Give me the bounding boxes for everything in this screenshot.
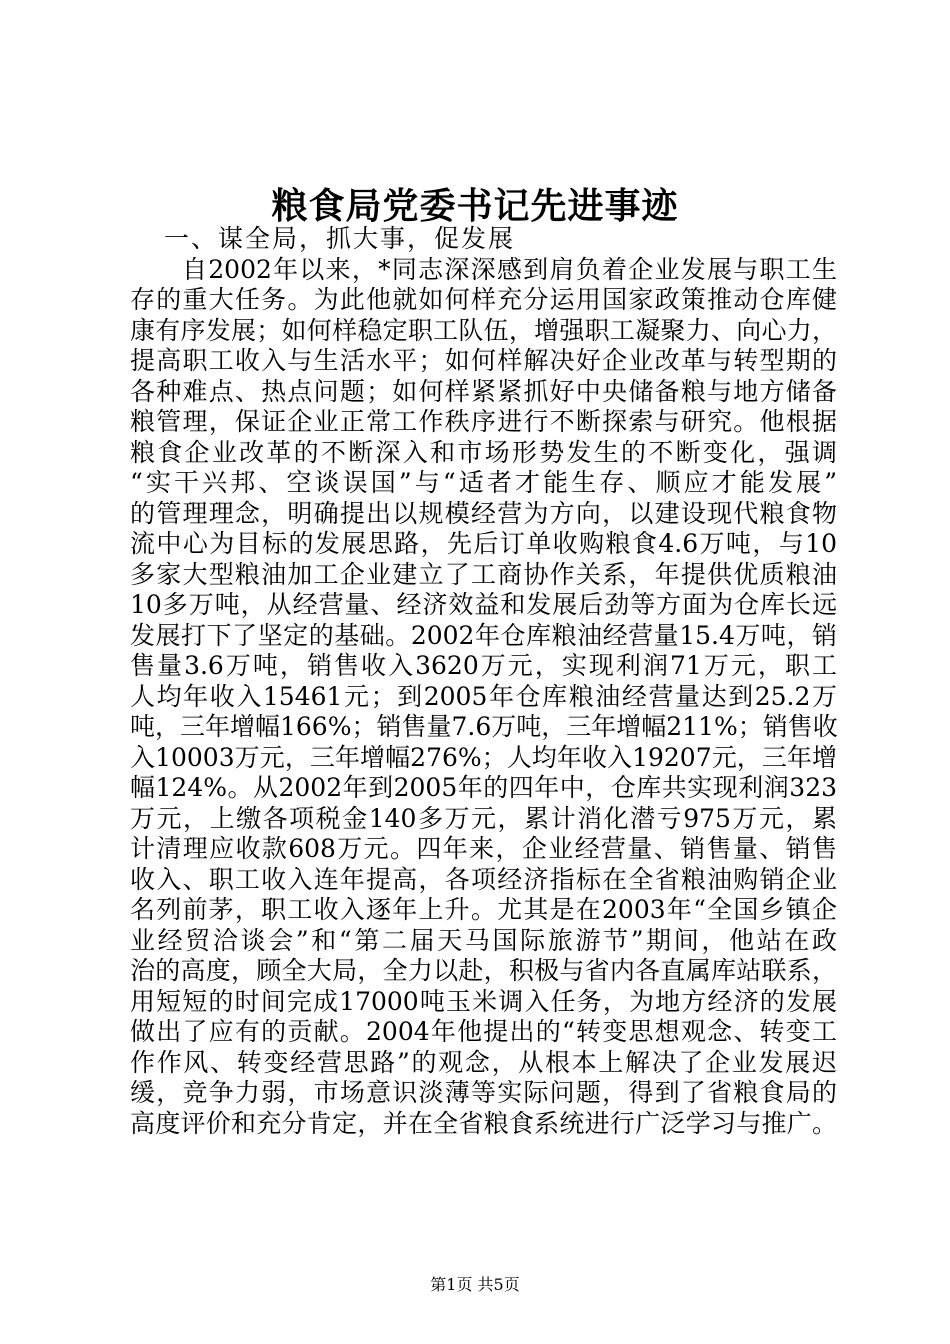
paragraph-line: 高度评价和充分肯定，并在全省粮食系统进行广泛学习与推广。 bbox=[130, 1108, 837, 1138]
paragraph-line: 售量3.6万吨，销售收入3620万元，实现利润71万元，职工 bbox=[130, 651, 837, 680]
paragraph-line: 提高职工收入与生活水平；如何样解决好企业改革与转型期的 bbox=[130, 346, 837, 375]
paragraph-line: 名列前茅，职工收入逐年上升。尤其是在2003年“全国乡镇企 bbox=[130, 895, 837, 924]
paragraph-line: 的管理理念，明确提出以规模经营为方向，以建设现代粮食物 bbox=[130, 498, 837, 528]
paragraph-line: 幅124%。从2002年到2005年的四年中，仓库共实现利润323 bbox=[130, 773, 837, 802]
paragraph-line: “实干兴邦、空谈误国”与“适者才能生存、顺应才能发展” bbox=[130, 468, 837, 497]
paragraph-line: 计清理应收款608万元。四年来，企业经营量、销售量、销售 bbox=[130, 834, 837, 863]
paragraph-line: 10多万吨，从经营量、经济效益和发展后劲等方面为仓库长远 bbox=[130, 590, 837, 619]
paragraph-line: 康有序发展；如何样稳定职工队伍，增强职工凝聚力、向心力， bbox=[130, 315, 837, 345]
paragraph-line: 各种难点、热点问题；如何样紧紧抓好中央储备粮与地方储备 bbox=[130, 376, 837, 406]
paragraph-line: 万元，上缴各项税金140多万元，累计消化潜亏975万元，累 bbox=[130, 803, 837, 833]
paragraph-line: 粮管理，保证企业正常工作秩序进行不断探索与研究。他根据 bbox=[130, 407, 837, 436]
paragraph-line: 存的重大任务。为此他就如何样充分运用国家政策推动仓库健 bbox=[130, 285, 837, 314]
paragraph-line: 吨，三年增幅166%；销售量7.6万吨，三年增幅211%；销售收 bbox=[130, 712, 838, 741]
paragraph-line: 人均年收入15461元；到2005年仓库粮油经营量达到25.2万 bbox=[130, 681, 837, 711]
paragraph-line: 作作风、转变经营思路”的观念，从根本上解决了企业发展迟 bbox=[130, 1047, 837, 1077]
paragraph-line: 业经贸洽谈会”和“第二届天马国际旅游节”期间，他站在政 bbox=[130, 925, 837, 955]
paragraph-line: 发展打下了坚定的基础。2002年仓库粮油经营量15.4万吨，销 bbox=[130, 620, 837, 650]
paragraph-line: 缓，竞争力弱，市场意识淡薄等实际问题，得到了省粮食局的 bbox=[130, 1078, 837, 1107]
paragraph-line: 用短短的时间完成17000吨玉米调入任务，为地方经济的发展 bbox=[130, 986, 837, 1016]
paragraph-line: 治的高度，顾全大局，全力以赴，积极与省内各直属库站联系， bbox=[130, 956, 837, 985]
paragraph-line: 收入、职工收入连年提高，各项经济指标在全省粮油购销企业 bbox=[130, 864, 837, 894]
document-body bbox=[130, 224, 837, 1139]
paragraph-line: 做出了应有的贡献。2004年他提出的“转变思想观念、转变工 bbox=[130, 1017, 837, 1046]
paragraph-line: 粮食企业改革的不断深入和市场形势发生的不断变化，强调 bbox=[130, 437, 837, 467]
section-heading: 一、谋全局，抓大事，促发展 bbox=[164, 224, 516, 253]
page-footer: 第1页 共5页 bbox=[430, 1275, 520, 1294]
paragraph-line: 多家大型粮油加工企业建立了工商协作关系，年提供优质粮油 bbox=[130, 559, 837, 589]
paragraph-line: 入10003万元，三年增幅276%；人均年收入19207元，三年增 bbox=[130, 742, 837, 772]
paragraph-line: 流中心为目标的发展思路，先后订单收购粮食4.6万吨，与10 bbox=[130, 529, 837, 558]
paragraph-line: 自2002年以来，*同志深深感到肩负着企业发展与职工生 bbox=[182, 254, 837, 284]
document-title: 粮食局党委书记先进事迹 bbox=[271, 186, 679, 227]
